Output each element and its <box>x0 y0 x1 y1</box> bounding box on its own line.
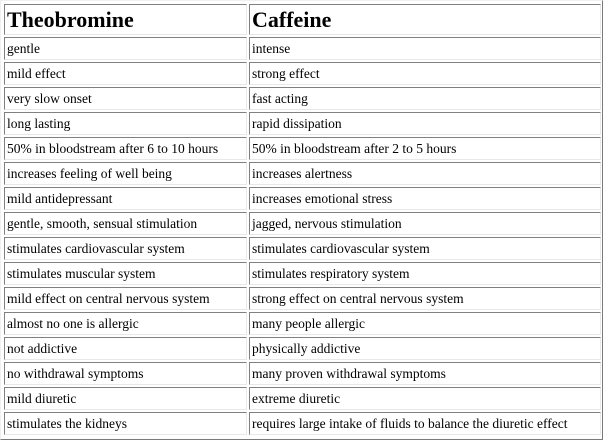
caffeine-cell: jagged, nervous stimulation <box>249 212 601 235</box>
table-row <box>4 312 601 335</box>
theobromine-cell: no withdrawal symptoms <box>4 362 247 385</box>
table-row <box>4 62 601 85</box>
table-row <box>4 287 601 310</box>
table-row <box>4 412 601 435</box>
caffeine-cell: fast acting <box>249 87 601 110</box>
caffeine-cell: increases alertness <box>249 162 601 185</box>
caffeine-cell: requires large intake of fluids to balance the diuretic effect <box>249 412 601 435</box>
table-row <box>4 212 601 235</box>
theobromine-cell: stimulates the kidneys <box>4 412 247 435</box>
table-row <box>4 112 601 135</box>
table-row <box>4 187 601 210</box>
theobromine-cell: long lasting <box>4 112 247 135</box>
table-row <box>4 87 601 110</box>
theobromine-cell: gentle, smooth, sensual stimulation <box>4 212 247 235</box>
caffeine-cell: intense <box>249 37 601 60</box>
table-row <box>4 237 601 260</box>
theobromine-cell: mild diuretic <box>4 387 247 410</box>
header-theobromine: Theobromine <box>4 4 247 35</box>
table-row <box>4 387 601 410</box>
theobromine-cell: almost no one is allergic <box>4 312 247 335</box>
caffeine-cell: strong effect on central nervous system <box>249 287 601 310</box>
caffeine-cell: stimulates respiratory system <box>249 262 601 285</box>
table-row <box>4 362 601 385</box>
caffeine-cell: many proven withdrawal symptoms <box>249 362 601 385</box>
theobromine-cell: stimulates cardiovascular system <box>4 237 247 260</box>
table-row <box>4 262 601 285</box>
table-row <box>4 137 601 160</box>
caffeine-cell: strong effect <box>249 62 601 85</box>
theobromine-cell: stimulates muscular system <box>4 262 247 285</box>
theobromine-cell: not addictive <box>4 337 247 360</box>
header-caffeine: Caffeine <box>249 4 601 35</box>
caffeine-cell: increases emotional stress <box>249 187 601 210</box>
header-row <box>4 4 601 35</box>
caffeine-cell: many people allergic <box>249 312 601 335</box>
theobromine-cell: 50% in bloodstream after 6 to 10 hours <box>4 137 247 160</box>
theobromine-cell: mild effect on central nervous system <box>4 287 247 310</box>
caffeine-cell: extreme diuretic <box>249 387 601 410</box>
theobromine-cell: mild effect <box>4 62 247 85</box>
theobromine-cell: increases feeling of well being <box>4 162 247 185</box>
comparison-table <box>2 2 603 437</box>
theobromine-cell: very slow onset <box>4 87 247 110</box>
table-row <box>4 37 601 60</box>
caffeine-cell: physically addictive <box>249 337 601 360</box>
table-row <box>4 337 601 360</box>
caffeine-cell: 50% in bloodstream after 2 to 5 hours <box>249 137 601 160</box>
table-row <box>4 162 601 185</box>
theobromine-cell: mild antidepressant <box>4 187 247 210</box>
theobromine-cell: gentle <box>4 37 247 60</box>
caffeine-cell: stimulates cardiovascular system <box>249 237 601 260</box>
caffeine-cell: rapid dissipation <box>249 112 601 135</box>
